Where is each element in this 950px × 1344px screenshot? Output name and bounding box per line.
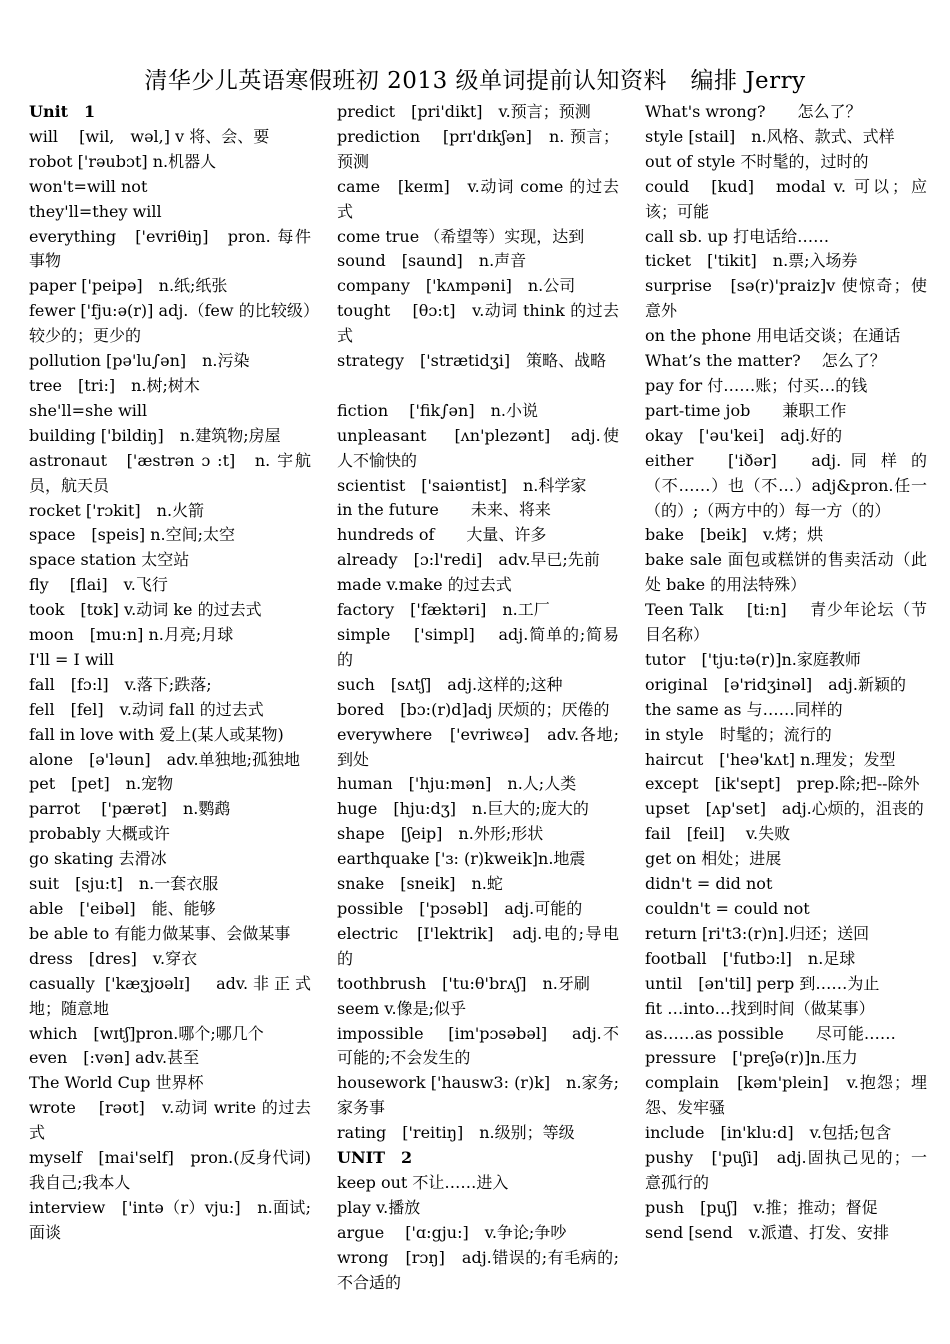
vocab-entry: pay for 付……账；付买…的钱 <box>645 375 868 395</box>
blank-line <box>337 374 619 399</box>
vocab-entry: seem v.像是;似乎 <box>337 998 467 1018</box>
vocab-entry: such [sʌtʃ] adj.这样的;这种 <box>337 674 563 694</box>
vocab-entry: out of style 不时髦的，过时的 <box>645 151 869 171</box>
vocab-entry: be able to 有能力做某事、会做某事 <box>29 923 291 943</box>
vocab-entry: part-time job 兼职工作 <box>645 400 847 420</box>
vocab-entry: ticket ['tikit] n.票;入场券 <box>645 251 858 271</box>
vocab-entry: robot ['rəubɔt] n.机器人 <box>29 151 217 171</box>
vocab-entry: came [keɪm] v.动词 come 的过去式 <box>337 176 619 221</box>
vocab-entry: pressure ['preʃə(r)]n.压力 <box>645 1048 858 1068</box>
vocab-entry: argue ['ɑ:gju:] v.争论;争吵 <box>337 1222 567 1242</box>
vocab-entry: fewer ['fju:ə(r)] adj.（few 的比较级）较少的；更少的 <box>29 301 311 346</box>
vocab-entry: paper ['peipə] n.纸;纸张 <box>29 276 228 296</box>
vocab-entry: bake sale 面包或糕饼的售卖活动（此处 bake 的用法特殊） <box>645 550 927 595</box>
vocab-entry: moon [mu:n] n.月亮;月球 <box>29 625 234 645</box>
vocab-entry: won't=will not <box>29 176 148 196</box>
vocab-entry: even [:vən] adv.甚至 <box>29 1048 200 1068</box>
unit-heading: UNIT 2 <box>337 1148 413 1168</box>
vocab-entry: casually ['kæʒjʊəlɪ] adv.非正式地；随意地 <box>29 973 311 1018</box>
vocab-entry: predict [pri'dikt] v.预言；预测 <box>337 102 591 121</box>
vocab-entry: suit [sju:t] n.一套衣服 <box>29 874 219 894</box>
vocab-entry: complain [kəm'plein] v.抱怨；埋怨、发牢骚 <box>645 1073 927 1118</box>
vocab-entry: will [wil, wəl,] v 将、会、要 <box>29 126 270 146</box>
page-title: 清华少儿英语寒假班初 2013 级单词提前认知资料 编排 Jerry <box>144 68 806 94</box>
vocab-entry: factory ['fæktəri] n.工厂 <box>337 600 550 620</box>
vocab-entry: fly [flai] v.飞行 <box>29 575 168 595</box>
vocab-entry: come true （希望等）实现，达到 <box>337 226 585 246</box>
vocab-entry: bored [bɔ:(r)d]adj 厌烦的；厌倦的 <box>337 699 610 719</box>
vocab-entry: interview ['intə（r）vju:] n.面试;面谈 <box>29 1197 311 1242</box>
vocab-entry: pollution [pə'lu∫ən] n.污染 <box>29 351 250 371</box>
vocab-entry: rating ['reitiŋ] n.级别；等级 <box>337 1123 575 1143</box>
vocab-entry: strategy ['strætidʒi] 策略、战略 <box>337 351 607 371</box>
vocab-entry: the same as 与……同样的 <box>645 699 843 719</box>
vocab-entry: shape [ʃeip] n.外形;形状 <box>337 824 544 844</box>
vocab-entry: building ['bildiŋ] n.建筑物;房屋 <box>29 425 281 445</box>
vocab-entry: push [puʃ] v.推；推动；督促 <box>645 1197 878 1217</box>
vocab-entry: already [ɔ:l'redi] adv.早已;先前 <box>337 550 600 570</box>
vocab-entry: probably 大概或许 <box>29 824 170 844</box>
vocab-entry: upset [ʌp'set] adj.心烦的，沮丧的 <box>645 799 924 819</box>
vocab-entry: rocket ['rɔkit] n.火箭 <box>29 500 205 520</box>
vocab-entry: style [stail] n.风格、款式、式样 <box>645 126 895 146</box>
vocab-entry: haircut ['heə'kʌt] n.理发；发型 <box>645 749 896 769</box>
vocab-entry: fit …into…找到时间（做某事） <box>645 998 875 1018</box>
vocab-entry: wrote [rəʊt] v.动词 write 的过去式 <box>29 1098 311 1143</box>
vocab-entry: everything ['evriθiŋ] pron. 每件事物 <box>29 226 311 271</box>
vocab-entry: fall in love with 爱上(某人或某物) <box>29 724 284 744</box>
vocab-entry: space [speis] n.空间;太空 <box>29 525 236 545</box>
vocab-entry: send [send v.派遣、打发、安排 <box>645 1222 890 1242</box>
vocab-column-3 <box>645 100 927 1246</box>
vocab-entry: space station 太空站 <box>29 550 190 570</box>
vocab-entry: housework ['hausw3: (r)k] n.家务;家务事 <box>337 1073 619 1118</box>
vocab-entry: pushy ['puʃi] adj.固执己见的；一意孤行的 <box>645 1148 927 1192</box>
vocab-entry: impossible [im'pɔsəbəl] adj.不可能的;不会发生的 <box>337 1023 619 1068</box>
vocab-entry: simple ['simpl] adj.简单的;简易的 <box>337 625 619 669</box>
vocab-entry: in the future 未来、将来 <box>337 500 551 520</box>
vocab-entry: electric [I'lektrik] adj.电的;导电的 <box>337 923 619 968</box>
vocab-entry: took [tʊk] v.动词 ke 的过去式 <box>29 600 262 620</box>
vocab-entry: tree [tri:] n.树;树木 <box>29 375 200 395</box>
vocab-entry: I'll = I will <box>29 649 114 669</box>
vocab-entry: football ['futbɔ:l] n.足球 <box>645 948 856 968</box>
vocab-entry: What's wrong? 怎么了？ <box>645 102 862 121</box>
vocab-entry: toothbrush ['tu:θ'brʌʃ] n.牙刷 <box>337 973 590 993</box>
vocab-entry: keep out 不让……进入 <box>337 1172 509 1192</box>
vocab-entry: fell [fel] v.动词 fall 的过去式 <box>29 699 264 719</box>
vocab-entry: get on 相处；进展 <box>645 849 782 869</box>
vocab-entry: The World Cup 世界杯 <box>29 1073 204 1093</box>
vocab-entry: return [ri't3:(r)n].归还；送回 <box>645 923 870 943</box>
vocab-entry: either ['iðər] adj. 同 样 的（不……）也（不…）adj&pron.任一（的）;（两方中的）每一方（的） <box>645 450 927 520</box>
vocab-entry: fall [fɔ:l] v.落下;跌落; <box>29 674 212 694</box>
vocab-entry: include [in'klu:d] v.包括;包含 <box>645 1123 892 1143</box>
vocab-entry: except [ik'sept] prep.除;把--除外 <box>645 774 920 794</box>
vocab-entry: What’s the matter? 怎么了？ <box>645 351 886 371</box>
vocab-entry: human ['hju:mən] n.人;人类 <box>337 774 577 794</box>
vocab-entry: scientist ['saiəntist] n.科学家 <box>337 475 587 495</box>
vocab-entry: dress [dres] v.穿衣 <box>29 948 198 968</box>
vocab-entry: in style 时髦的；流行的 <box>645 724 832 744</box>
vocab-entry: Teen Talk [ti:n] 青少年论坛（节目名称） <box>645 600 927 645</box>
vocab-entry: able ['eibəl] 能、能够 <box>29 899 216 918</box>
vocab-column-2 <box>337 100 619 1295</box>
vocab-entry: could [kud] modal v. 可以；应该；可能 <box>645 176 927 221</box>
vocab-entry: play v.播放 <box>337 1197 421 1217</box>
vocab-entry: alone [ə'ləun] adv.单独地;孤独地 <box>29 749 301 769</box>
vocab-entry: sound [saund] n.声音 <box>337 251 527 271</box>
vocab-entry: fail [feil] v.失败 <box>645 824 791 844</box>
vocab-entry: on the phone 用电话交谈；在通话 <box>645 326 901 346</box>
vocab-entry: everywhere ['evriwɛə] adv.各地;到处 <box>337 724 619 769</box>
vocab-entry: surprise [sə(r)'praiz]v 使惊奇；使意外 <box>645 276 927 321</box>
vocab-column-1 <box>29 100 311 1246</box>
vocab-entry: didn't = did not <box>645 874 773 894</box>
vocab-entry: as……as possible 尽可能…… <box>645 1023 896 1043</box>
vocab-entry: snake [sneik] n.蛇 <box>337 874 503 894</box>
vocab-entry: huge [hju:dʒ] n.巨大的;庞大的 <box>337 799 589 819</box>
vocab-entry: go skating 去滑冰 <box>29 849 167 869</box>
vocab-entry: she'll=she will <box>29 400 148 420</box>
vocab-entry: okay ['əu'kei] adj.好的 <box>645 425 843 445</box>
vocab-entry: myself [mai'self] pron.(反身代词)我自己;我本人 <box>29 1148 311 1192</box>
vocab-entry: unpleasant [ʌn'plezənt] adj.使人不愉快的 <box>337 425 619 470</box>
vocab-entry: bake [beik] v.烤；烘 <box>645 525 824 545</box>
vocab-entry: original [ə'ridʒinəl] adj.新颖的 <box>645 674 906 694</box>
vocab-entry: prediction [prɪ'dɪkʃən] n. 预言；预测 <box>337 126 619 171</box>
vocab-entry: company ['kʌmpəni] n.公司 <box>337 276 576 296</box>
vocab-entry: tought [θɔ:t] v.动词 think 的过去式 <box>337 301 619 346</box>
vocab-entry: possible ['pɔsəbl] adj.可能的 <box>337 898 583 918</box>
vocab-entry: hundreds of 大量、许多 <box>337 525 547 545</box>
vocab-entry: couldn't = could not <box>645 899 810 918</box>
vocab-entry: made v.make 的过去式 <box>337 575 512 595</box>
vocab-entry: astronaut ['æstrən ɔ :t] n. 宇航员，航天员 <box>29 450 311 495</box>
vocab-entry: until [ən'til] perp 到……为止 <box>645 973 880 993</box>
vocab-entry: which [wɪtʃ]pron.哪个;哪几个 <box>29 1023 264 1043</box>
vocab-entry: they'll=they will <box>29 201 162 221</box>
vocab-entry: fiction ['fik∫ən] n.小说 <box>337 400 538 420</box>
unit-heading: Unit 1 <box>29 102 96 121</box>
vocab-entry: wrong [rɔŋ] adj.错误的;有毛病的;不合适的 <box>337 1247 619 1292</box>
vocab-entry: earthquake ['ɜ: (r)kweik]n.地震 <box>337 849 586 869</box>
vocab-entry: pet [pet] n.宠物 <box>29 774 174 794</box>
vocab-entry: parrot ['pærət] n.鹦鹉 <box>29 799 231 819</box>
vocab-entry: tutor ['tju:tə(r)]n.家庭教师 <box>645 649 861 669</box>
vocab-entry: call sb. up 打电话给…… <box>645 226 830 246</box>
